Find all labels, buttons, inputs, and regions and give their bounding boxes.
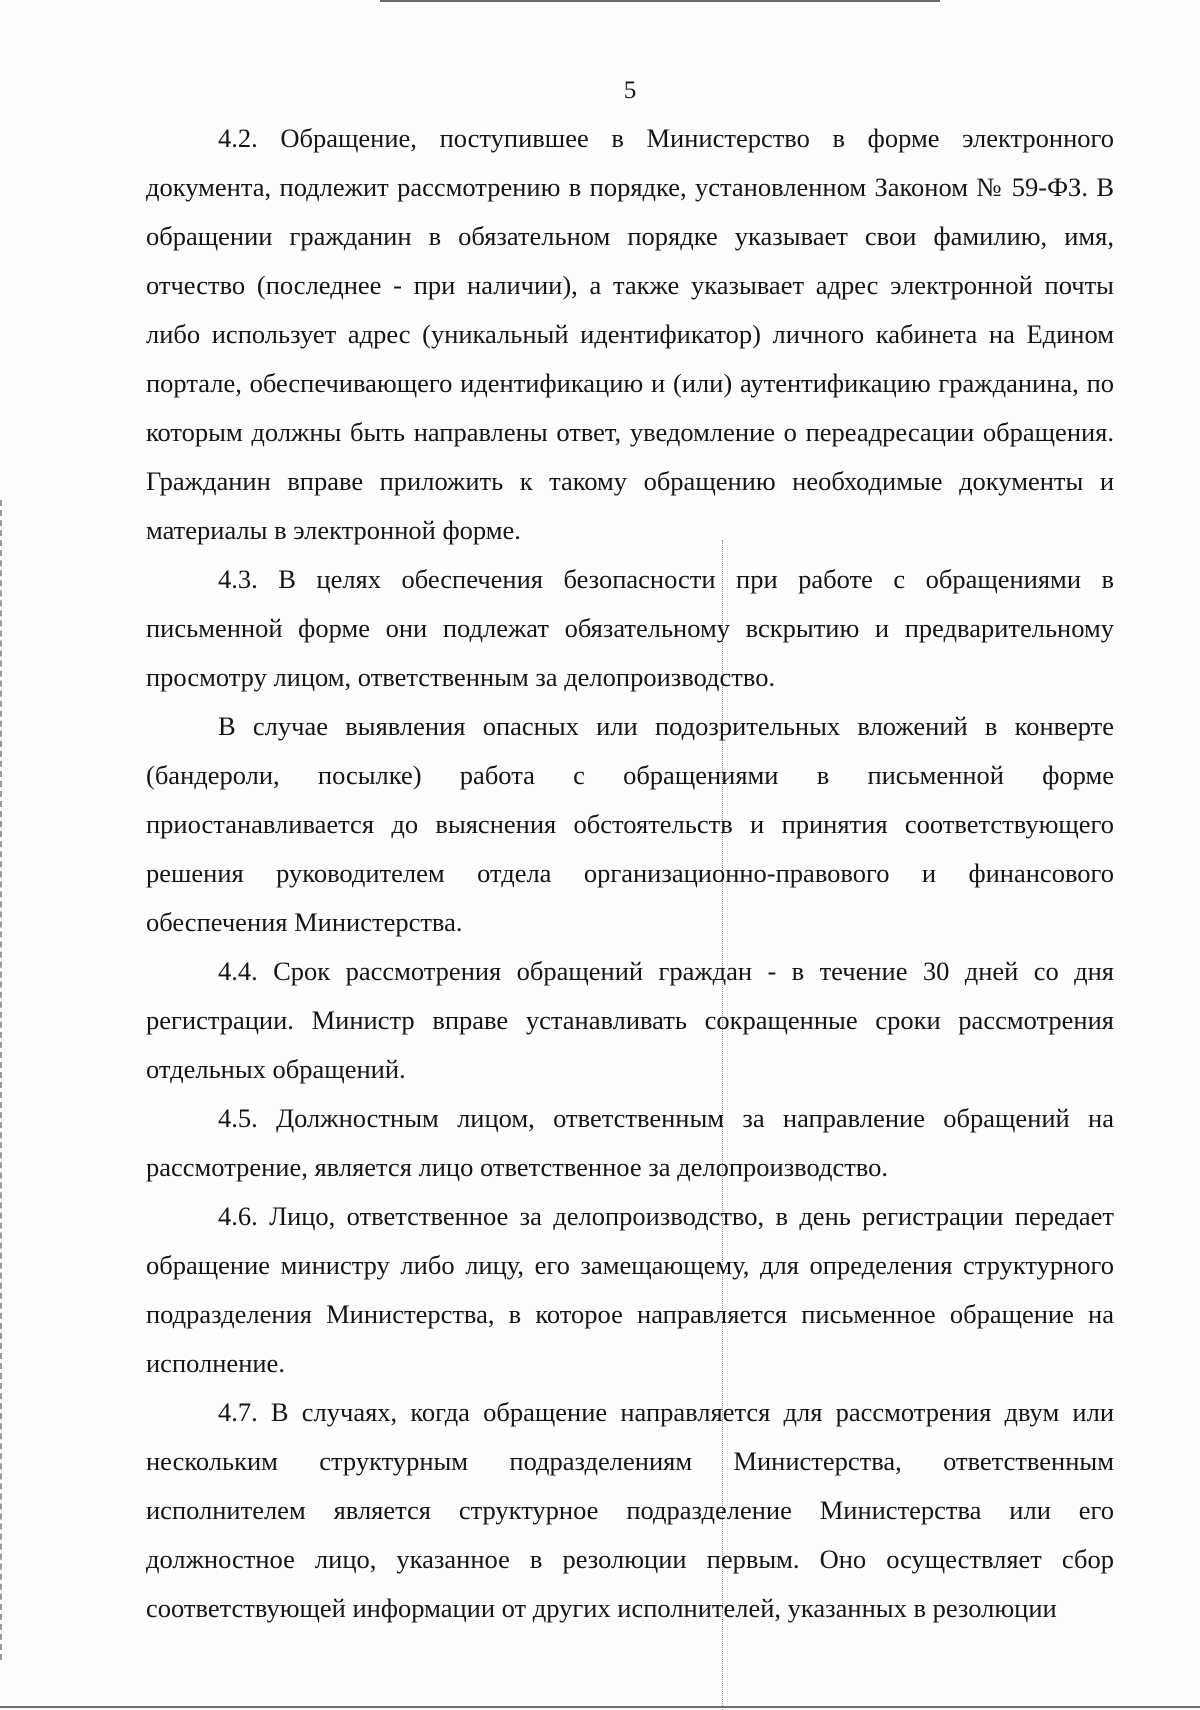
- scan-bottom-edge: [0, 1706, 1200, 1708]
- paragraph-4-3: 4.3. В целях обеспечения безопасности при работе с обращениями в письменной форме они подлежат обязательному вскрытию и предварительному просмотру лицом, ответственным за делопроизводство.: [146, 564, 1114, 692]
- scan-top-edge: [380, 0, 940, 2]
- paragraph-4-3-continued: В случае выявления опасных или подозрительных вложений в конверте (бандероли, посылке) работа с обращениями в письменной форме приостанавливается до выяснения обстоятельств и принятия соответствующего решения руководителем отдела организационно-правового и финансового обеспечения Министерства.: [146, 711, 1114, 937]
- paragraph-4-6: 4.6. Лицо, ответственное за делопроизводство, в день регистрации передает обращение министру либо лицу, его замещающему, для определения структурного подразделения Министерства, в которое направляется письменное обращение на исполнение.: [146, 1201, 1114, 1378]
- paragraph-4-2: 4.2. Обращение, поступившее в Министерство в форме электронного документа, подлежит рассмотрению в порядке, установленном Законом № 59-ФЗ. В обращении гражданин в обязательном порядке указывает свои фамилию, имя, отчество (последнее - при наличии), а также указывает адрес электронной почты либо использует адрес (уникальный идентификатор) личного кабинета на Едином портале, обеспечивающего идентификацию и (или) аутентификацию гражданина, по которым должны быть направлены ответ, уведомление о переадресации обращения. Гражданин вправе приложить к такому обращению необходимые документы и материалы в электронной форме.: [146, 123, 1114, 545]
- paragraph-4-4: 4.4. Срок рассмотрения обращений граждан - в течение 30 дней со дня регистрации. Министр вправе устанавливать сокращенные сроки рассмотрения отдельных обращений.: [146, 956, 1114, 1084]
- paragraph-4-7: 4.7. В случаях, когда обращение направляется для рассмотрения двум или нескольким структурным подразделениям Министерства, ответственным исполнителем является структурное подразделение Министерства или его должностное лицо, указанное в резолюции первым. Оно осуществляет сбор соответствующей информации от других исполнителей, указанных в резолюции: [146, 1397, 1114, 1623]
- page-number: 5: [623, 77, 637, 104]
- document-body: [146, 114, 1114, 1633]
- paragraph-4-5: 4.5. Должностным лицом, ответственным за направление обращений на рассмотрение, является лицо ответственное за делопроизводство.: [146, 1103, 1114, 1182]
- scan-left-margin-dashes: [0, 500, 5, 1660]
